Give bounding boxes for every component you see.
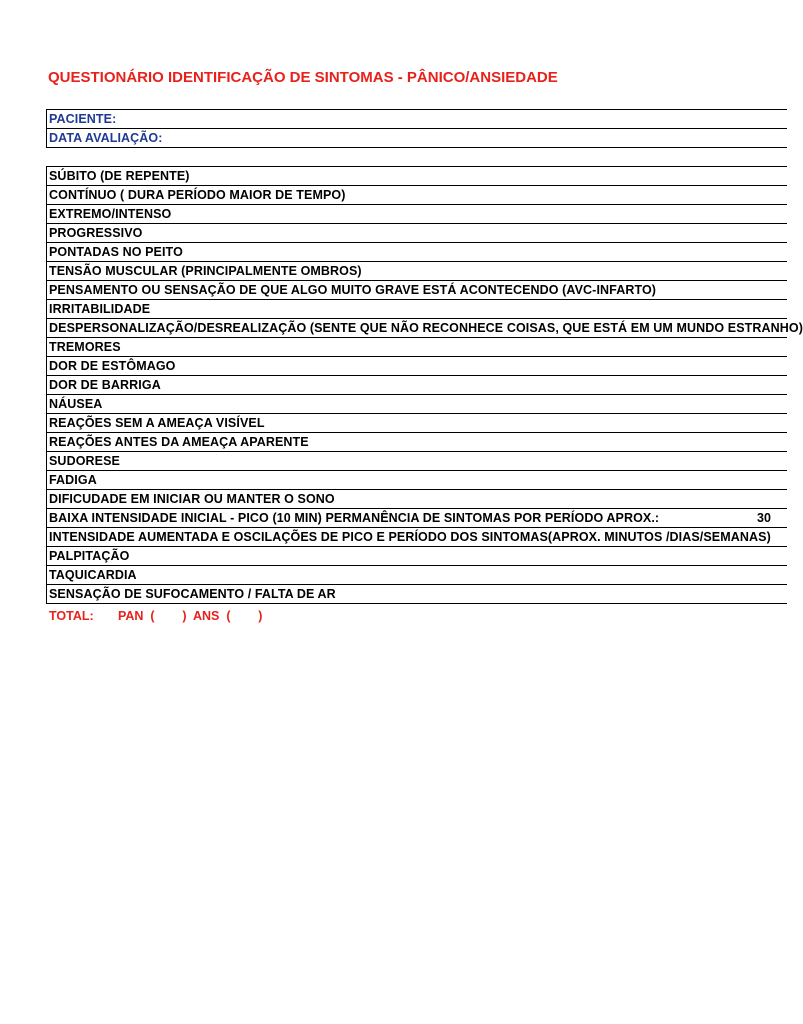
symptom-label: CONTÍNUO ( DURA PERÍODO MAIOR DE TEMPO)	[49, 188, 346, 202]
symptom-row[interactable]	[47, 224, 787, 243]
symptom-row[interactable]	[47, 414, 787, 433]
symptom-row[interactable]	[47, 281, 787, 300]
symptom-label: TREMORES	[49, 340, 121, 354]
patient-row[interactable]	[47, 110, 787, 129]
symptom-label: INTENSIDADE AUMENTADA E OSCILAÇÕES DE PICO E PERÍODO DOS SINTOMAS(APROX. MINUTOS /DIAS/SEMANAS)	[49, 530, 771, 544]
symptom-label: BAIXA INTENSIDADE INICIAL - PICO (10 MIN) PERMANÊNCIA DE SINTOMAS POR PERÍODO APROX.:	[49, 511, 660, 525]
symptom-label: TAQUICARDIA	[49, 568, 137, 582]
symptom-row[interactable]	[47, 243, 787, 262]
symptom-row[interactable]	[47, 528, 787, 547]
symptom-label: FADIGA	[49, 473, 97, 487]
symptom-row[interactable]	[47, 376, 787, 395]
symptom-row[interactable]	[47, 319, 803, 338]
symptom-row[interactable]	[47, 490, 787, 509]
symptom-label: DOR DE BARRIGA	[49, 378, 161, 392]
symptom-label: DOR DE ESTÔMAGO	[49, 359, 176, 373]
symptom-row[interactable]	[47, 471, 787, 490]
symptom-row[interactable]	[47, 509, 787, 528]
total-pan[interactable]: PAN ( )	[117, 609, 187, 623]
evaluation-date-row[interactable]	[47, 129, 787, 148]
symptom-label: DIFICUDADE EM INICIAR OU MANTER O SONO	[49, 492, 335, 506]
symptom-row[interactable]	[47, 452, 787, 471]
symptom-row[interactable]	[47, 300, 787, 319]
symptom-row[interactable]	[47, 167, 787, 186]
symptom-row[interactable]	[47, 566, 787, 585]
symptom-label: PENSAMENTO OU SENSAÇÃO DE QUE ALGO MUITO GRAVE ESTÁ ACONTECENDO (AVC-INFARTO)	[49, 283, 657, 297]
symptom-row[interactable]	[47, 205, 787, 224]
patient-label: PACIENTE:	[49, 112, 117, 126]
symptoms-table	[46, 166, 803, 604]
evaluation-date-label: DATA AVALIAÇÃO:	[49, 131, 163, 145]
symptom-row[interactable]	[47, 338, 787, 357]
symptom-row[interactable]	[47, 395, 787, 414]
symptom-row[interactable]	[47, 262, 787, 281]
symptom-row[interactable]	[47, 186, 787, 205]
symptom-label: SUDORESE	[49, 454, 120, 468]
patient-info-table	[46, 109, 787, 148]
symptom-row[interactable]	[47, 585, 787, 604]
symptom-label: PONTADAS NO PEITO	[49, 245, 183, 259]
symptom-label: TENSÃO MUSCULAR (PRINCIPALMENTE OMBROS)	[49, 264, 362, 278]
symptom-label: PALPITAÇÃO	[49, 549, 130, 563]
total-label: TOTAL:	[49, 609, 94, 623]
symptom-label: EXTREMO/INTENSO	[49, 207, 172, 221]
symptom-label: REAÇÕES SEM A AMEAÇA VISÍVEL	[49, 416, 265, 430]
total-ans[interactable]: ANS ( )	[193, 609, 263, 623]
symptom-row[interactable]	[47, 433, 787, 452]
page-title: QUESTIONÁRIO IDENTIFICAÇÃO DE SINTOMAS - PÂNICO/ANSIEDADE	[48, 69, 558, 86]
symptom-label: NÁUSEA	[49, 397, 103, 411]
symptom-row[interactable]	[47, 357, 787, 376]
symptom-label: IRRITABILIDADE	[49, 302, 151, 316]
symptom-label: REAÇÕES ANTES DA AMEAÇA APARENTE	[49, 435, 309, 449]
symptom-label: PROGRESSIVO	[49, 226, 143, 240]
symptom-label: DESPERSONALIZAÇÃO/DESREALIZAÇÃO (SENTE QUE NÃO RECONHECE COISAS, QUE ESTÁ EM UM MUNDO ESTRANHO)	[49, 321, 803, 335]
total-line	[49, 609, 262, 623]
symptom-label: SENSAÇÃO DE SUFOCAMENTO / FALTA DE AR	[49, 587, 336, 601]
symptom-row[interactable]	[47, 547, 787, 566]
symptom-label: SÚBITO (DE REPENTE)	[49, 169, 190, 183]
symptom-duration-value: 30	[757, 511, 771, 525]
